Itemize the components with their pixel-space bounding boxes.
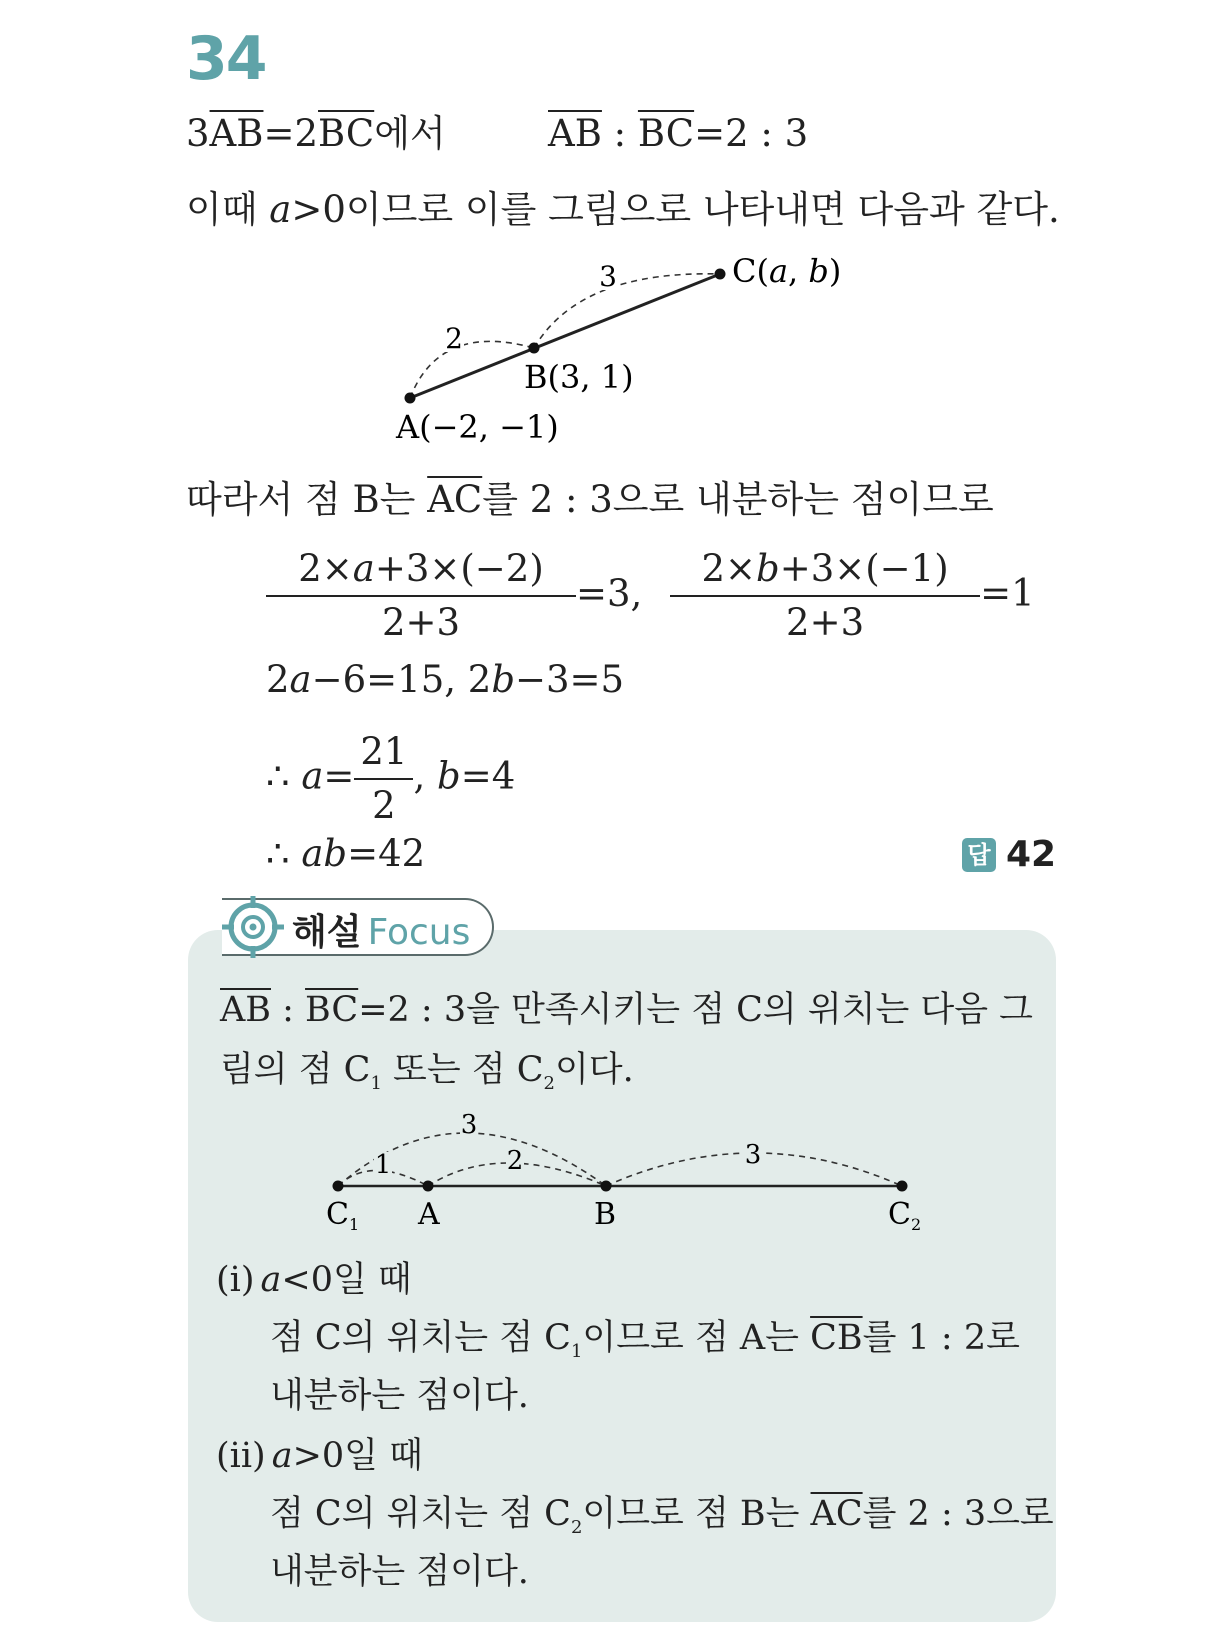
case-2-line-1: 점 C의 위치는 점 $C_2$이므로 점 B는 $\overline{AC}$를 2 : 3으로: [270, 1494, 1054, 1538]
dist-C1B: 3: [460, 1110, 478, 1140]
label-C1: $C_1$: [326, 1197, 360, 1234]
point-C-label: C(a, b): [732, 252, 842, 290]
case-1-line-1: 점 C의 위치는 점 $C_1$이므로 점 A는 $\overline{CB}$를 1 : 2로: [270, 1318, 1020, 1362]
label-A: A: [418, 1197, 440, 1232]
dist-AB2: 2: [506, 1146, 524, 1176]
equation-solution: ∴ a= $\frac{21}{2}$ , b=4: [266, 728, 515, 830]
case-1-line-2: 내분하는 점이다.: [270, 1376, 529, 1416]
dist-AB-label: 2: [445, 322, 463, 355]
target-icon: [222, 896, 284, 958]
focus-title: 해설 Focus: [292, 912, 471, 953]
point-B: [529, 343, 540, 354]
equation-fractions: $\frac{2\times a+3\times(-2)}{2+3}$ =3, $\frac{2\times b+3\times(-1)}{2+3}$ =1: [266, 545, 1035, 647]
fraction-y: $\frac{2\times b+3\times(-1)}{2+3}$: [670, 545, 980, 647]
point-A: [405, 393, 416, 404]
fraction-a: $\frac{21}{2}$: [354, 728, 413, 830]
dist-C1A: 1: [374, 1150, 392, 1180]
point-C1: [333, 1181, 344, 1192]
dist-BC-label: 3: [599, 260, 617, 293]
answer-value: 42: [1006, 834, 1057, 875]
segment-figure: [380, 250, 860, 450]
equation-product: ∴ ab=42: [266, 832, 426, 875]
equation-linear: 2a−6=15, 2b−3=5: [266, 658, 625, 701]
conclusion-line: 따라서 점 B는 $\overline{AC}$를 2 : 3으로 내분하는 점이므로: [186, 478, 994, 521]
point-C: [715, 269, 726, 280]
fraction-x: $\frac{2\times a+3\times(-2)}{2+3}$: [266, 545, 576, 647]
case-1-heading: (i) a<0일 때: [216, 1260, 412, 1300]
point-A-label: A(−2, −1): [396, 408, 559, 446]
point-C2: [897, 1181, 908, 1192]
label-B: B: [594, 1197, 617, 1232]
point-B-label: B(3, 1): [524, 358, 634, 396]
case-2-heading: (ii) a>0일 때: [216, 1436, 423, 1476]
ratio-condition: $3\overline{AB}=2\overline{BC}$에서: [186, 112, 446, 155]
problem-number: 34: [186, 24, 266, 94]
label-C2: $C_2$: [888, 1197, 922, 1234]
point-B2: [601, 1181, 612, 1192]
focus-paragraph-2: 림의 점 $C_1$ 또는 점 $C_2$이다.: [220, 1050, 634, 1094]
explanation-line: 이때 a>0이므로 이를 그림으로 나타내면 다음과 같다.: [186, 188, 1060, 231]
focus-paragraph-1: $\overline{AB}$ : $\overline{BC}=2$ : 3을 만족시키는 점 C의 위치는 다음 그: [220, 990, 1033, 1030]
answer-badge: 답: [962, 838, 996, 872]
ratio-result: $\overline{AB}$ : $\overline{BC}=2$ : 3: [548, 112, 809, 155]
point-A2: [423, 1181, 434, 1192]
answer: [962, 834, 1056, 875]
case-2-line-2: 내분하는 점이다.: [270, 1552, 529, 1592]
dist-BC2: 3: [744, 1140, 762, 1170]
number-line-figure: [300, 1100, 940, 1240]
